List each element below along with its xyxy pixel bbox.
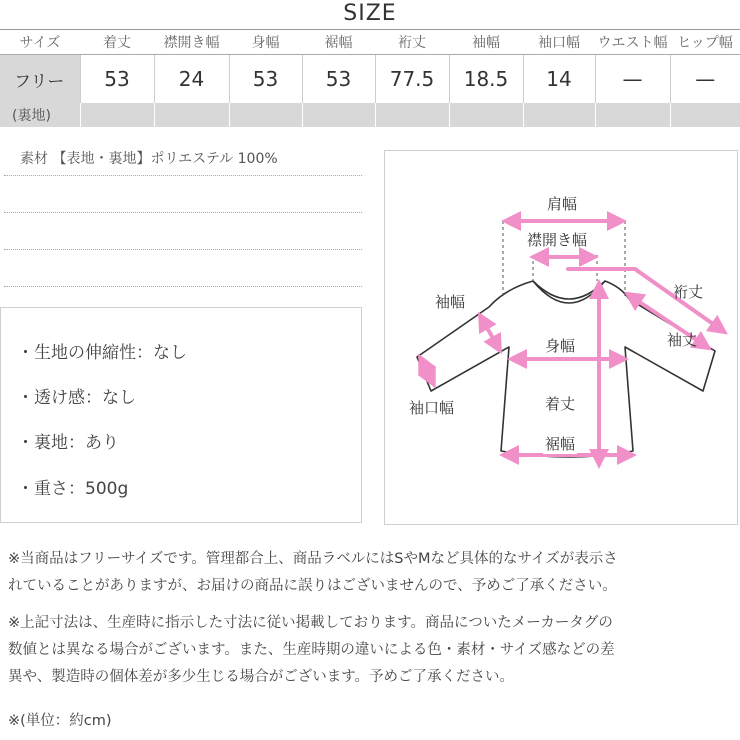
table-cell: 14 xyxy=(523,55,595,104)
table-cell: — xyxy=(595,55,670,104)
dotted-divider xyxy=(4,212,362,213)
label-sleeve-width: 袖幅 xyxy=(435,293,466,311)
table-cell xyxy=(302,103,375,127)
dotted-divider xyxy=(4,286,362,287)
label-shoulder: 肩幅 xyxy=(547,195,578,213)
header-cell: ヒップ幅 xyxy=(677,35,733,51)
table-cell: 18.5 xyxy=(449,55,523,104)
property-stretch: ・生地の伸縮性：なし xyxy=(17,343,187,363)
note-line: 異や、製造時の個体差が多少生じる場合がございます。予めご了承ください。 xyxy=(8,669,515,685)
note-line: ※当商品はフリーサイズです。管理都合上、商品ラベルにはSやMなど具体的なサイズが表示さ xyxy=(8,551,618,567)
fabric-properties-box xyxy=(0,307,362,523)
table-cell: 77.5 xyxy=(375,55,449,104)
header-cell: 身幅 xyxy=(251,35,280,51)
label-sleeve-length: 袖丈 xyxy=(667,331,698,349)
property-weight: ・重さ：500g xyxy=(17,479,129,499)
header-cell: サイズ xyxy=(19,35,61,51)
dotted-divider xyxy=(4,175,362,176)
size-label-cell: フリー xyxy=(0,55,80,104)
header-cell: 裄丈 xyxy=(398,35,426,51)
table-cell: 53 xyxy=(302,55,375,104)
header-cell: 袖口幅 xyxy=(538,35,580,51)
note-line: れていることがありますが、お届けの商品に誤りはございませんので、予めご了承ください。 xyxy=(8,578,617,594)
measurement-diagram xyxy=(384,150,738,525)
table-cell xyxy=(670,103,740,127)
table-row xyxy=(0,55,740,104)
header-cell: ウエスト幅 xyxy=(597,35,668,51)
table-cell xyxy=(229,103,302,127)
header-cell: 襟開き幅 xyxy=(163,35,220,51)
table-cell: 24 xyxy=(154,55,229,104)
size-table xyxy=(0,30,740,127)
label-neck-width: 襟開き幅 xyxy=(527,231,588,249)
dotted-divider xyxy=(4,249,362,250)
label-length: 着丈 xyxy=(545,395,576,413)
label-cuff-width: 袖口幅 xyxy=(409,399,455,417)
size-title: SIZE xyxy=(343,1,397,26)
table-cell xyxy=(449,103,523,127)
table-cell xyxy=(595,103,670,127)
label-yuki-length: 裄丈 xyxy=(673,283,704,301)
lining-label-cell: (裏地) xyxy=(0,103,80,127)
header-cell: 着丈 xyxy=(103,35,131,51)
material-text: 素材 【表地・裏地】ポリエステル 100% xyxy=(20,151,278,167)
note-line: 数値とは異なる場合がございます。また、生産時期の違いによる色・素材・サイズ感などの差 xyxy=(8,642,615,658)
property-sheerness: ・透け感：なし xyxy=(17,388,136,408)
table-cell: — xyxy=(670,55,740,104)
table-header-row xyxy=(0,30,740,55)
table-cell xyxy=(375,103,449,127)
table-cell: 53 xyxy=(80,55,154,104)
header-cell: 裾幅 xyxy=(324,35,353,51)
table-cell xyxy=(80,103,154,127)
table-cell: 53 xyxy=(229,55,302,104)
unit-note: ※(単位：約cm) xyxy=(8,713,112,729)
table-cell xyxy=(154,103,229,127)
header-cell: 袖幅 xyxy=(472,35,500,51)
label-hem-width: 裾幅 xyxy=(545,435,576,453)
label-body-width: 身幅 xyxy=(545,337,576,355)
table-cell xyxy=(523,103,595,127)
table-row-lining xyxy=(0,103,740,127)
note-line: ※上記寸法は、生産時に指示した寸法に従い掲載しております。商品についたメーカータグの xyxy=(8,615,613,631)
property-lining: ・裏地：あり xyxy=(17,433,119,453)
